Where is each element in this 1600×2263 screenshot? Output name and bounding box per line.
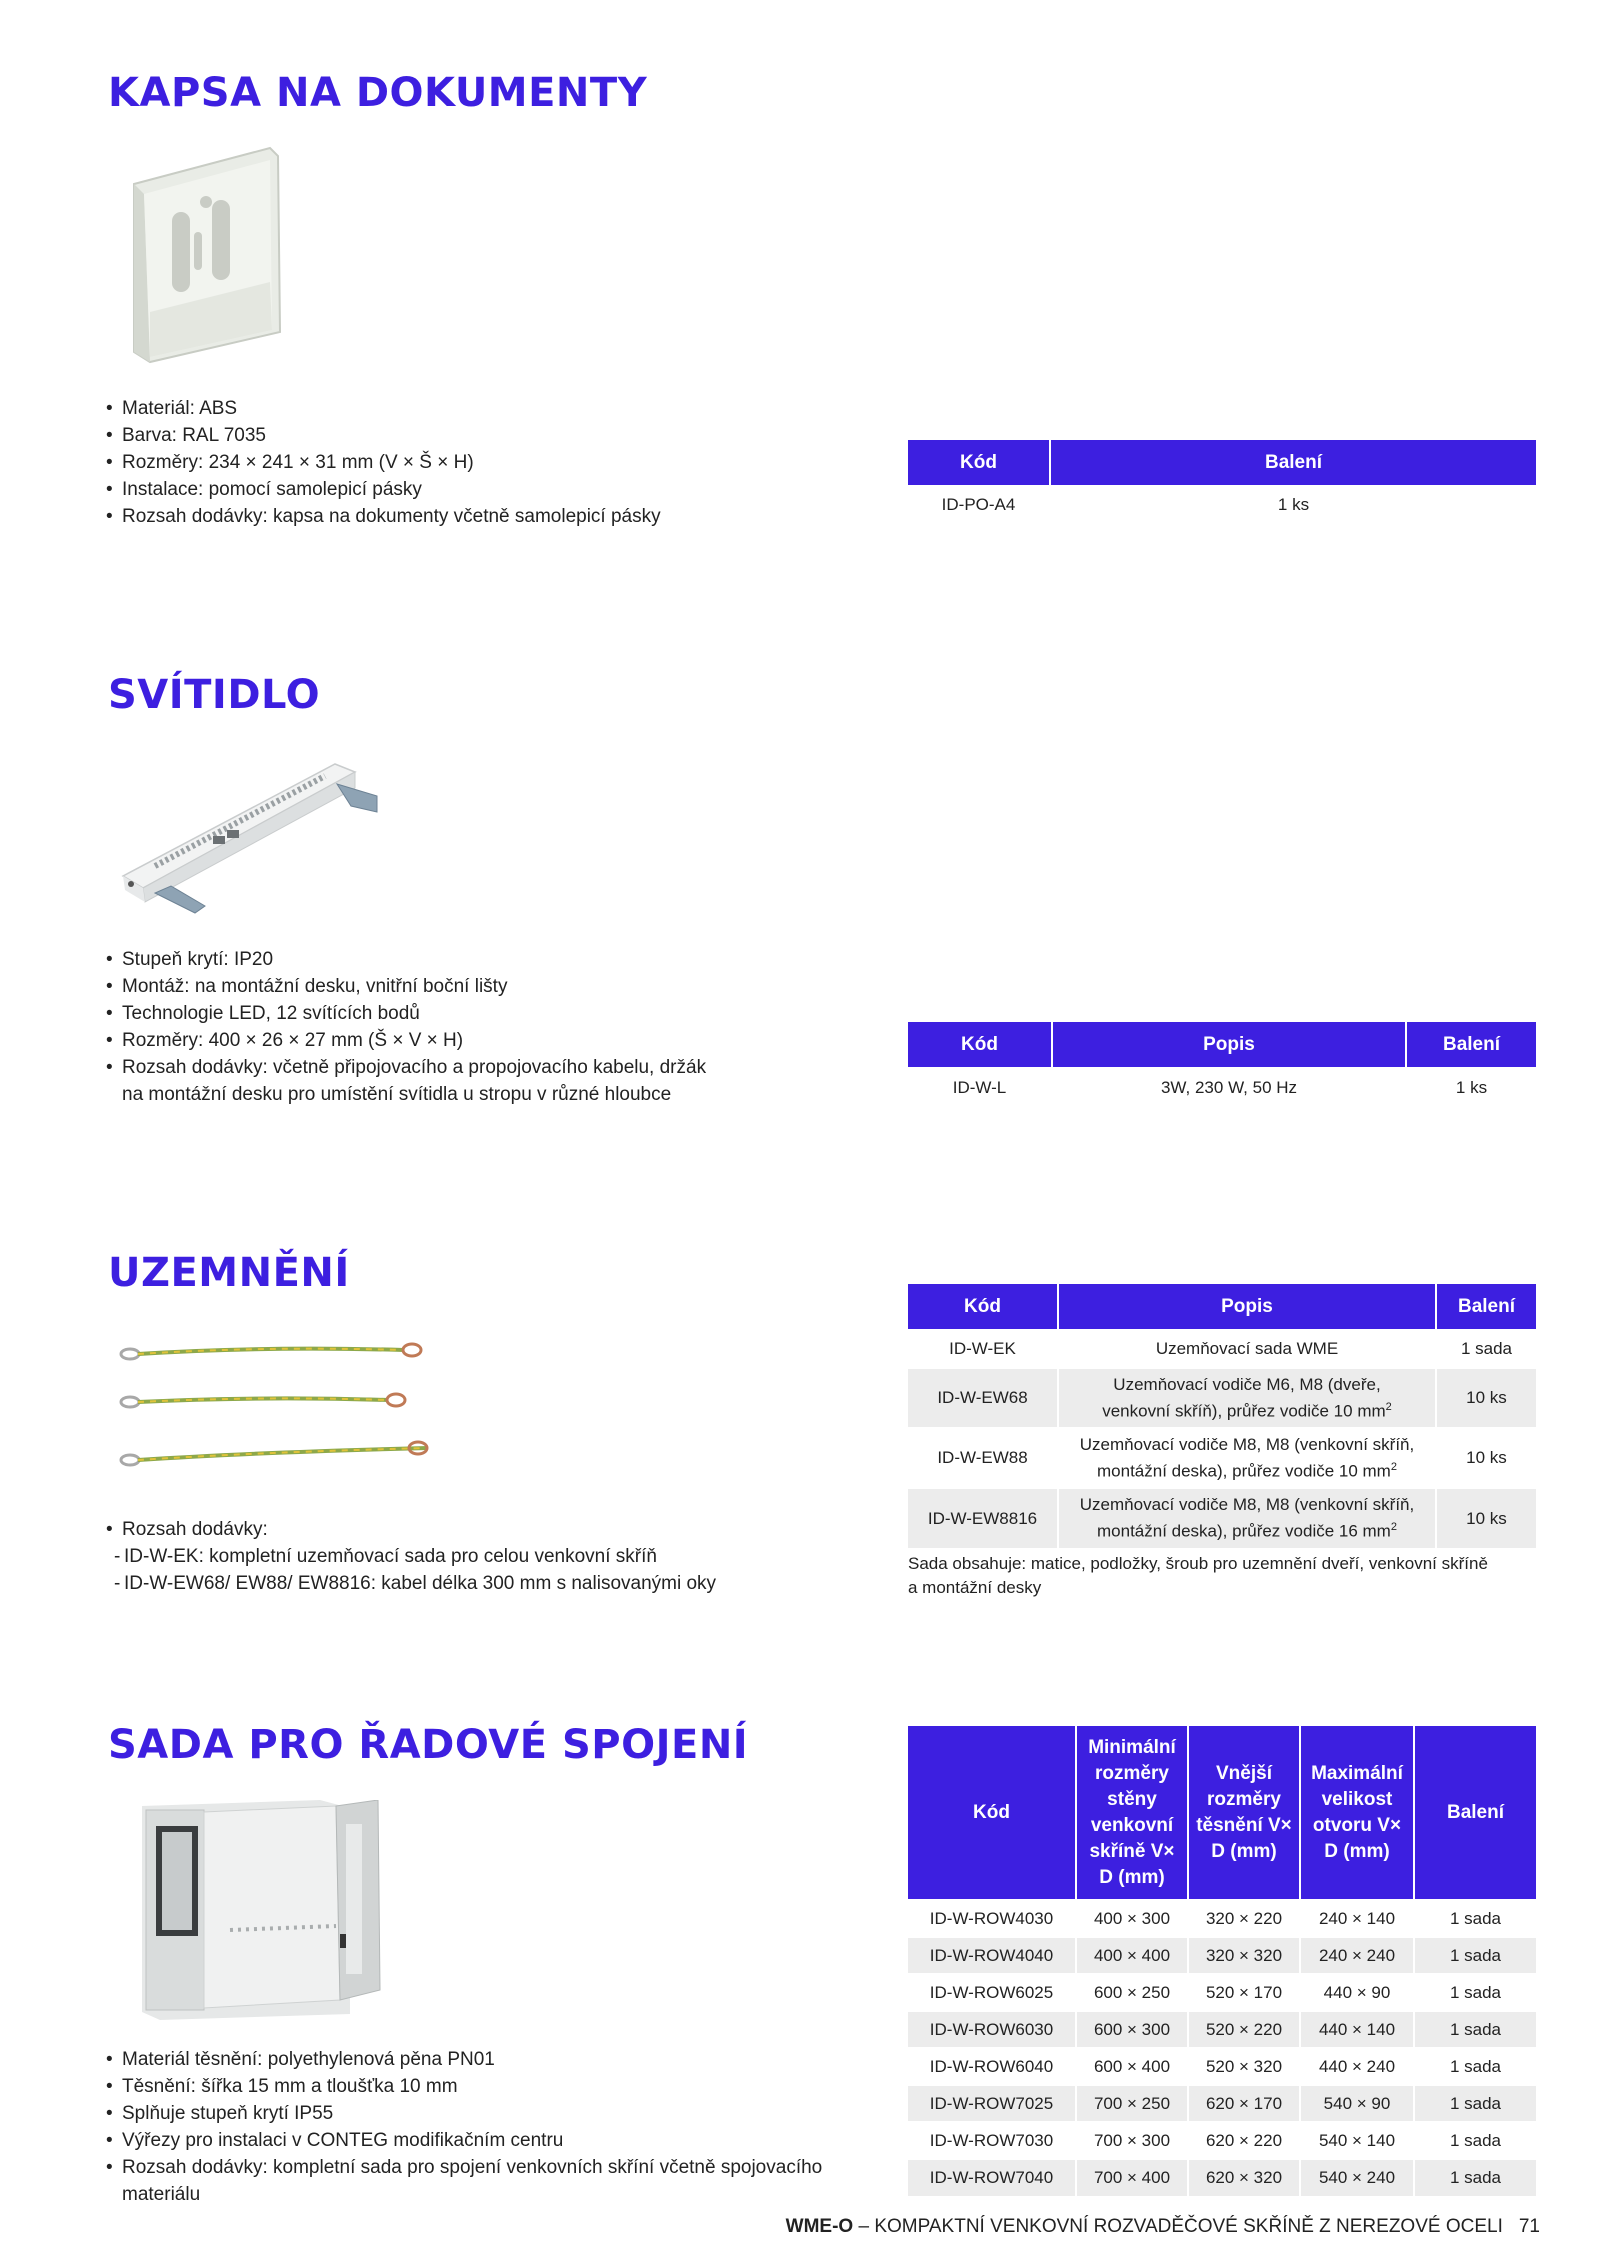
cell-pack: 1 ks [1050,486,1536,522]
header-popis: Popis [1058,1284,1436,1330]
cell-max-opening: 440 × 240 [1300,2048,1414,2085]
bullet-item: • Rozměry: 400 × 26 × 27 mm (Š × V × H) [106,1027,706,1054]
section-title-uzemneni: UZEMNĚNÍ [108,1250,350,1296]
cell-code: ID-W-ROW7030 [908,2122,1076,2159]
uzemneni-note [908,1552,1488,1600]
cell-max-opening: 240 × 140 [1300,1900,1414,1937]
cell-pack: 1 sada [1414,1900,1536,1937]
desc-line-1: Uzemňovací vodiče M8, M8 (venkovní skříň, [1079,1495,1415,1515]
bullet-subitem: - ID-W-EW68/ EW88/ EW8816: kabel délka 300 mm s nalisovanými oky [106,1570,716,1597]
cell-outer-dims: 520 × 220 [1188,2011,1300,2048]
header-kod: Kód [908,1726,1076,1900]
desc-line-1: Uzemňovací vodiče M6, M8 (dveře, [1113,1374,1381,1394]
cell-pack: 1 sada [1414,1937,1536,1974]
svitidlo-bullet-list [106,946,706,1108]
header-baleni: Balení [1414,1726,1536,1900]
section-title-kapsa: KAPSA NA DOKUMENTY [108,70,648,116]
table-row [908,1974,1536,2011]
cell-pack: 1 ks [1406,1068,1536,1106]
bullet-item: • Materiál těsnění: polyethylenová pěna PN01 [106,2046,822,2073]
cell-min-dims: 700 × 400 [1076,2159,1188,2196]
page-footer [786,2216,1540,2238]
cell-desc [1058,1368,1436,1428]
cell-code: ID-W-ROW7025 [908,2085,1076,2122]
cell-code: ID-W-ROW4030 [908,1900,1076,1937]
cell-code: ID-W-ROW6025 [908,1974,1076,2011]
cell-outer-dims: 520 × 320 [1188,2048,1300,2085]
table-row [908,1937,1536,1974]
superscript: 2 [1385,1400,1392,1413]
note-line-2: a montážní desky [908,1578,1042,1597]
bullet-item: • Stupeň krytí: IP20 [106,946,706,973]
header-kod: Kód [908,1022,1052,1068]
bullet-item: • Instalace: pomocí samolepicí pásky [106,476,661,503]
bullet-item: • Rozsah dodávky: kompletní sada pro spojení venkovních skříní včetně spojovacího [106,2154,822,2181]
table-header-row [908,1284,1536,1330]
section-title-sada: SADA PRO ŘADOVÉ SPOJENÍ [108,1722,749,1768]
table-row [908,1368,1536,1428]
table-row [908,1068,1536,1106]
desc-line-2: montážní deska), průřez vodiče 10 mm [1097,1461,1391,1481]
led-light-image [115,748,385,923]
cell-min-dims: 600 × 300 [1076,2011,1188,2048]
footer-brand: WME-O [785,2216,854,2237]
sada-table [908,1726,1536,2196]
cell-max-opening: 240 × 240 [1300,1937,1414,1974]
cell-max-opening: 540 × 90 [1300,2085,1414,2122]
desc-line-2: venkovní skříň), průřez vodiče 10 mm [1102,1401,1386,1421]
section-title-svitidlo: SVÍTIDLO [108,672,321,718]
cell-pack: 1 sada [1414,2011,1536,2048]
cell-pack: 1 sada [1414,2048,1536,2085]
bullet-subitem: - ID-W-EK: kompletní uzemňovací sada pro celou venkovní skříň [106,1543,716,1570]
cell-code: ID-W-ROW4040 [908,1937,1076,1974]
cell-code: ID-W-ROW7040 [908,2159,1076,2196]
cell-max-opening: 440 × 140 [1300,2011,1414,2048]
cell-max-opening: 540 × 140 [1300,2122,1414,2159]
table-row [908,1488,1536,1548]
table-row [908,1330,1536,1368]
table-row [908,1900,1536,1937]
cell-desc: 3W, 230 W, 50 Hz [1052,1068,1406,1106]
bullet-item: • Barva: RAL 7035 [106,422,661,449]
desc-line-1: Uzemňovací vodiče M8, M8 (venkovní skříň, [1079,1434,1415,1454]
bullet-item: • Rozsah dodávky: včetně připojovacího a propojovacího kabelu, držák [106,1054,706,1081]
header-baleni: Balení [1436,1284,1536,1330]
cell-desc: Uzemňovací sada WME [1058,1330,1436,1368]
cell-outer-dims: 320 × 320 [1188,1937,1300,1974]
cell-code: ID-W-EK [908,1330,1058,1368]
cell-max-opening: 540 × 240 [1300,2159,1414,2196]
cell-max-opening: 440 × 90 [1300,1974,1414,2011]
desc-line-2: montážní deska), průřez vodiče 16 mm [1097,1521,1391,1541]
note-line-1: Sada obsahuje: matice, podložky, šroub pro uzemnění dveří, venkovní skříně [908,1554,1488,1573]
svitidlo-table [908,1022,1536,1106]
bullet-item: • Splňuje stupeň krytí IP55 [106,2100,822,2127]
table-header-row [908,1726,1536,1900]
superscript: 2 [1390,1521,1397,1534]
table-row [908,486,1536,522]
cell-code: ID-W-EW68 [908,1368,1058,1428]
cell-min-dims: 700 × 300 [1076,2122,1188,2159]
cell-code: ID-PO-A4 [908,486,1050,522]
bullet-item: • Těsnění: šířka 15 mm a tloušťka 10 mm [106,2073,822,2100]
header-kod: Kód [908,440,1050,486]
bullet-item: • Rozsah dodávky: kapsa na dokumenty včetně samolepicí pásky [106,503,661,530]
kapsa-bullet-list [106,395,661,530]
cell-pack: 1 sada [1436,1330,1536,1368]
bullet-item: • Rozsah dodávky: [106,1516,716,1543]
bullet-item-continuation: materiálu [122,2184,201,2205]
grounding-cables-image [112,1330,432,1480]
cell-outer-dims: 620 × 320 [1188,2159,1300,2196]
cell-pack: 10 ks [1436,1428,1536,1488]
cell-min-dims: 400 × 300 [1076,1900,1188,1937]
sada-bullet-list [106,2046,822,2208]
cell-min-dims: 700 × 250 [1076,2085,1188,2122]
bullet-item: • Technologie LED, 12 svítících bodů [106,1000,706,1027]
header-kod: Kód [908,1284,1058,1330]
page-number: 71 [1518,2216,1540,2237]
cell-pack: 10 ks [1436,1368,1536,1428]
cell-pack: 10 ks [1436,1488,1536,1548]
cell-outer-dims: 620 × 170 [1188,2085,1300,2122]
cell-min-dims: 600 × 250 [1076,1974,1188,2011]
bullet-item: • Výřezy pro instalaci v CONTEG modifikačním centru [106,2127,822,2154]
header-baleni: Balení [1406,1022,1536,1068]
header-max-opening: Maximální velikost otvoru V× D (mm) [1300,1726,1414,1900]
header-min-dims: Minimální rozměry stěny venkovní skříně V× D (mm) [1076,1726,1188,1900]
cell-min-dims: 600 × 400 [1076,2048,1188,2085]
cell-desc [1058,1488,1436,1548]
table-row [908,2085,1536,2122]
table-row [908,2011,1536,2048]
cell-code: ID-W-ROW6040 [908,2048,1076,2085]
cell-min-dims: 400 × 400 [1076,1937,1188,1974]
header-baleni: Balení [1050,440,1536,486]
bullet-item: • Rozměry: 234 × 241 × 31 mm (V × Š × H) [106,449,661,476]
uzemneni-table [908,1284,1536,1548]
header-outer-dims: Vnější rozměry těsnění V× D (mm) [1188,1726,1300,1900]
cell-pack: 1 sada [1414,1974,1536,2011]
cell-code: ID-W-ROW6030 [908,2011,1076,2048]
bullet-item: • Montáž: na montážní desku, vnitřní boční lišty [106,973,706,1000]
footer-text: – KOMPAKTNÍ VENKOVNÍ ROZVADĚČOVÉ SKŘÍNĚ Z NEREZOVÉ OCELI [853,2216,1503,2237]
superscript: 2 [1390,1460,1397,1473]
kapsa-table [908,440,1536,522]
cell-code: ID-W-L [908,1068,1052,1106]
cell-pack: 1 sada [1414,2122,1536,2159]
bullet-item-continuation: na montážní desku pro umístění svítidla u stropu v různé hloubce [122,1084,672,1105]
header-popis: Popis [1052,1022,1406,1068]
cell-pack: 1 sada [1414,2159,1536,2196]
table-row [908,2159,1536,2196]
table-row [908,2048,1536,2085]
document-pocket-image [120,142,290,367]
cell-code: ID-W-EW8816 [908,1488,1058,1548]
table-header-row [908,440,1536,486]
row-connection-kit-image [140,1800,420,2020]
cell-outer-dims: 520 × 170 [1188,1974,1300,2011]
table-header-row [908,1022,1536,1068]
cell-outer-dims: 320 × 220 [1188,1900,1300,1937]
cell-outer-dims: 620 × 220 [1188,2122,1300,2159]
table-row [908,2122,1536,2159]
cell-pack: 1 sada [1414,2085,1536,2122]
table-row [908,1428,1536,1488]
cell-desc [1058,1428,1436,1488]
uzemneni-bullet-list [106,1516,716,1597]
cell-code: ID-W-EW88 [908,1428,1058,1488]
bullet-item: • Materiál: ABS [106,395,661,422]
